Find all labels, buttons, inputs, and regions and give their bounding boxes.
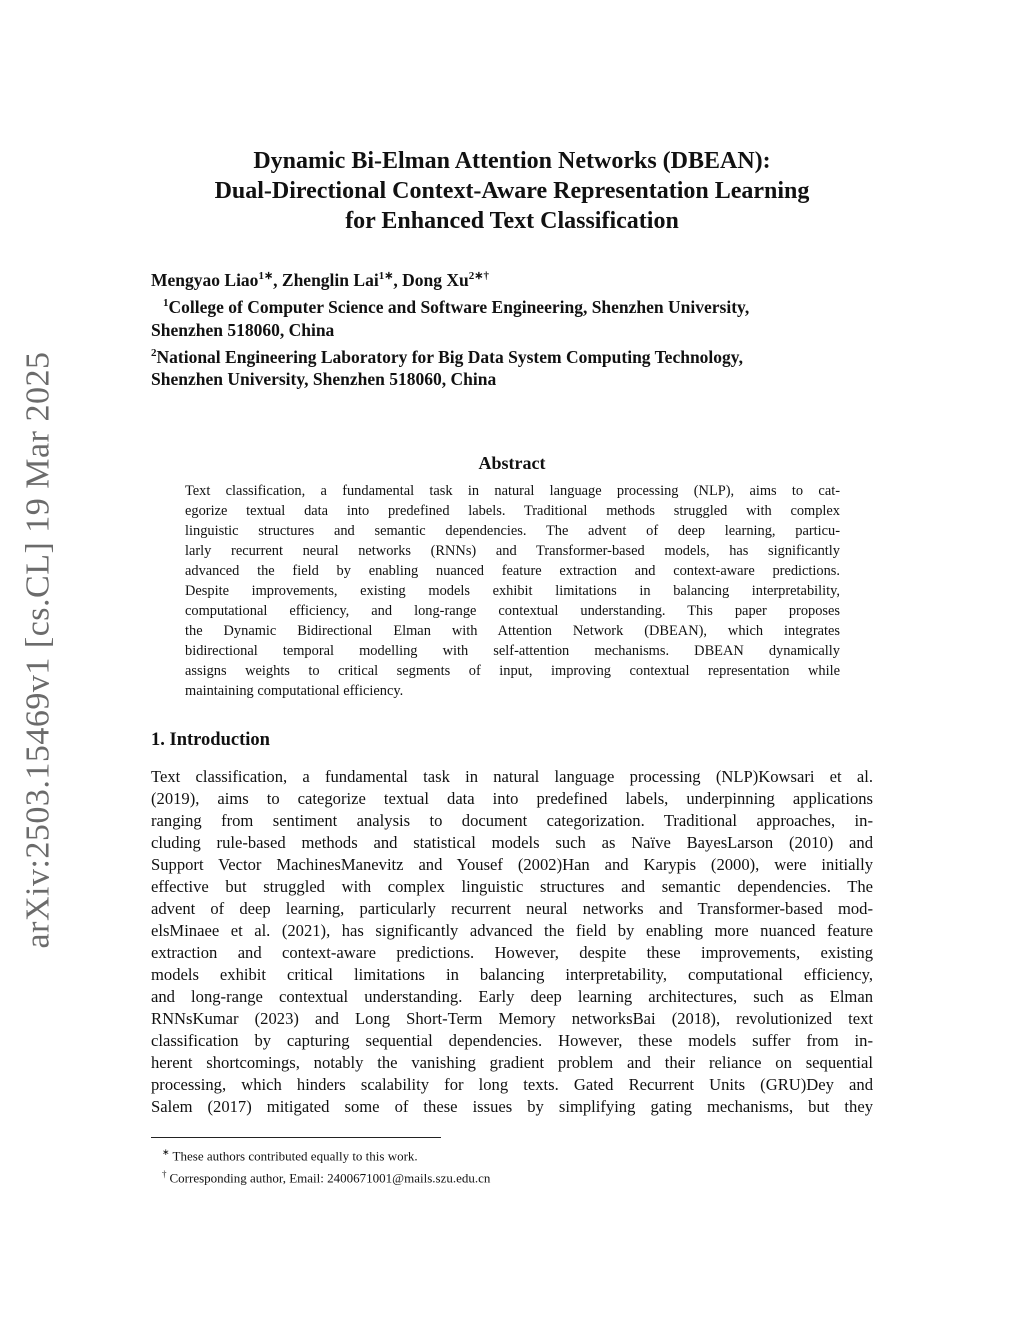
abstract-line: bidirectional temporal modelling with self-attention mechanisms. DBEAN dynamically <box>185 643 840 659</box>
abstract-line: advanced the field by enabling nuanced feature extraction and context-aware predictions. <box>185 563 840 579</box>
footnotes <box>162 1143 490 1188</box>
footnote-mark: † <box>162 1169 167 1180</box>
body-line: ranging from sentiment analysis to document categorization. Traditional approaches, in- <box>151 811 873 830</box>
body-line: cluding rule-based methods and statistical models such as Naïve BayesLarson (2010) and <box>151 833 873 852</box>
body-line: RNNsKumar (2023) and Long Short-Term Memory networksBai (2018), revolutionized text <box>151 1009 873 1028</box>
abstract-line: egorize textual data into predefined labels. Traditional methods struggled with complex <box>185 503 840 519</box>
abstract-line: linguistic structures and semantic dependencies. The advent of deep learning, particu- <box>185 523 840 539</box>
abstract-line: maintaining computational efficiency. <box>185 683 404 699</box>
title-line-2: Dual-Directional Context-Aware Representation Learning <box>214 178 810 204</box>
footnote-equal-contribution <box>162 1143 490 1165</box>
affiliation-1-cont: Shenzhen 518060, China <box>151 319 335 340</box>
author-mark: 1∗ <box>378 270 394 282</box>
arxiv-identifier <box>8 350 68 950</box>
body-line: advent of deep learning, particularly recurrent neural networks and Transformer-based mod- <box>151 899 873 918</box>
author-mark: 1∗ <box>258 270 274 282</box>
abstract-line: assigns weights to critical segments of input, improving contextual representation while <box>185 663 840 679</box>
body-line: (2019), aims to categorize textual data into predefined labels, underpinning applications <box>151 789 873 808</box>
affiliation-2 <box>151 342 875 369</box>
abstract-heading: Abstract <box>478 453 546 473</box>
body-line: elsMinaee et al. (2021), has significantly advanced the field by enabling more nuanced feature <box>151 921 873 940</box>
title-line-1: Dynamic Bi-Elman Attention Networks (DBEAN): <box>253 148 771 174</box>
footnote-divider <box>151 1137 441 1138</box>
body-line: and long-range contextual understanding. Early deep learning architectures, such as Elman <box>151 987 873 1006</box>
affiliation-mark: 1 <box>163 296 169 309</box>
body-line: herent shortcomings, notably the vanishing gradient problem and their reliance on sequential <box>151 1053 873 1072</box>
abstract-line: Despite improvements, existing models exhibit limitations in balancing interpretability, <box>185 583 840 599</box>
footnote-corresponding-author <box>162 1165 490 1187</box>
author-list: Mengyao Liao$^{1∗}$, Zhenglin Lai$^{1∗}$, Dong $Xu^{2∗\dagger}$ <box>151 269 489 290</box>
body-line: processing, which hinders scalability for long texts. Gated Recurrent Units (GRU)Dey and <box>151 1075 873 1094</box>
body-line: models exhibit critical limitations in balancing interpretability, computational efficiency, <box>151 965 873 984</box>
introduction-body <box>151 766 873 1118</box>
footnote-text: These authors contributed equally to this work. <box>172 1148 418 1164</box>
body-line: Salem (2017) mitigated some of these issues by simplifying gating mechanisms, but they <box>151 1097 873 1116</box>
abstract-line: larly recurrent neural networks (RNNs) and Transformer-based models, has significantly <box>185 543 840 559</box>
author-name: Dong Xu <box>402 269 469 290</box>
affiliation-text: National Engineering Laboratory for Big Data System Computing Technology, <box>156 346 743 367</box>
body-line: effective but struggled with complex linguistic structures and semantic dependencies. The <box>151 877 873 896</box>
affiliation-mark: 2 <box>151 346 157 359</box>
author-name: Mengyao Liao <box>151 269 259 290</box>
author-mark: 2∗† <box>468 270 489 282</box>
body-line: Text classification, a fundamental task in natural language processing (NLP)Kowsari et al. <box>151 767 873 786</box>
arxiv-id-text: arXiv:2503.15469v1 [cs.CL] 19 Mar 2025 <box>19 351 57 949</box>
affiliation-text: College of Computer Science and Software Engineering, Shenzhen University, <box>168 296 750 317</box>
affiliation-2-cont: Shenzhen University, Shenzhen 518060, China <box>151 369 497 390</box>
abstract-body <box>185 481 840 701</box>
abstract-line: Text classification, a fundamental task in natural language processing (NLP), aims to cat- <box>185 483 840 499</box>
footnote-text: Corresponding author, Email: 2400671001@mails.szu.edu.cn <box>169 1170 491 1186</box>
body-line: classification by capturing sequential dependencies. However, these models suffer from in- <box>151 1031 873 1050</box>
body-line: extraction and context-aware predictions. However, despite these improvements, existing <box>151 943 873 962</box>
section-heading-introduction: 1. Introduction <box>151 730 270 750</box>
author-name: Zhenglin Lai <box>281 269 379 290</box>
abstract-line: computational efficiency, and long-range contextual understanding. This paper proposes <box>185 603 840 619</box>
paper-title <box>150 146 874 236</box>
author-block <box>151 265 875 391</box>
title-line-3: for Enhanced Text Classification <box>345 208 679 234</box>
body-line: Support Vector MachinesManevitz and Yousef (2002)Han and Karypis (2000), were initially <box>151 855 873 874</box>
abstract-line: the Dynamic Bidirectional Elman with Attention Network (DBEAN), which integrates <box>185 623 840 639</box>
footnote-mark: ∗ <box>162 1147 170 1157</box>
affiliation-1 <box>151 292 875 319</box>
